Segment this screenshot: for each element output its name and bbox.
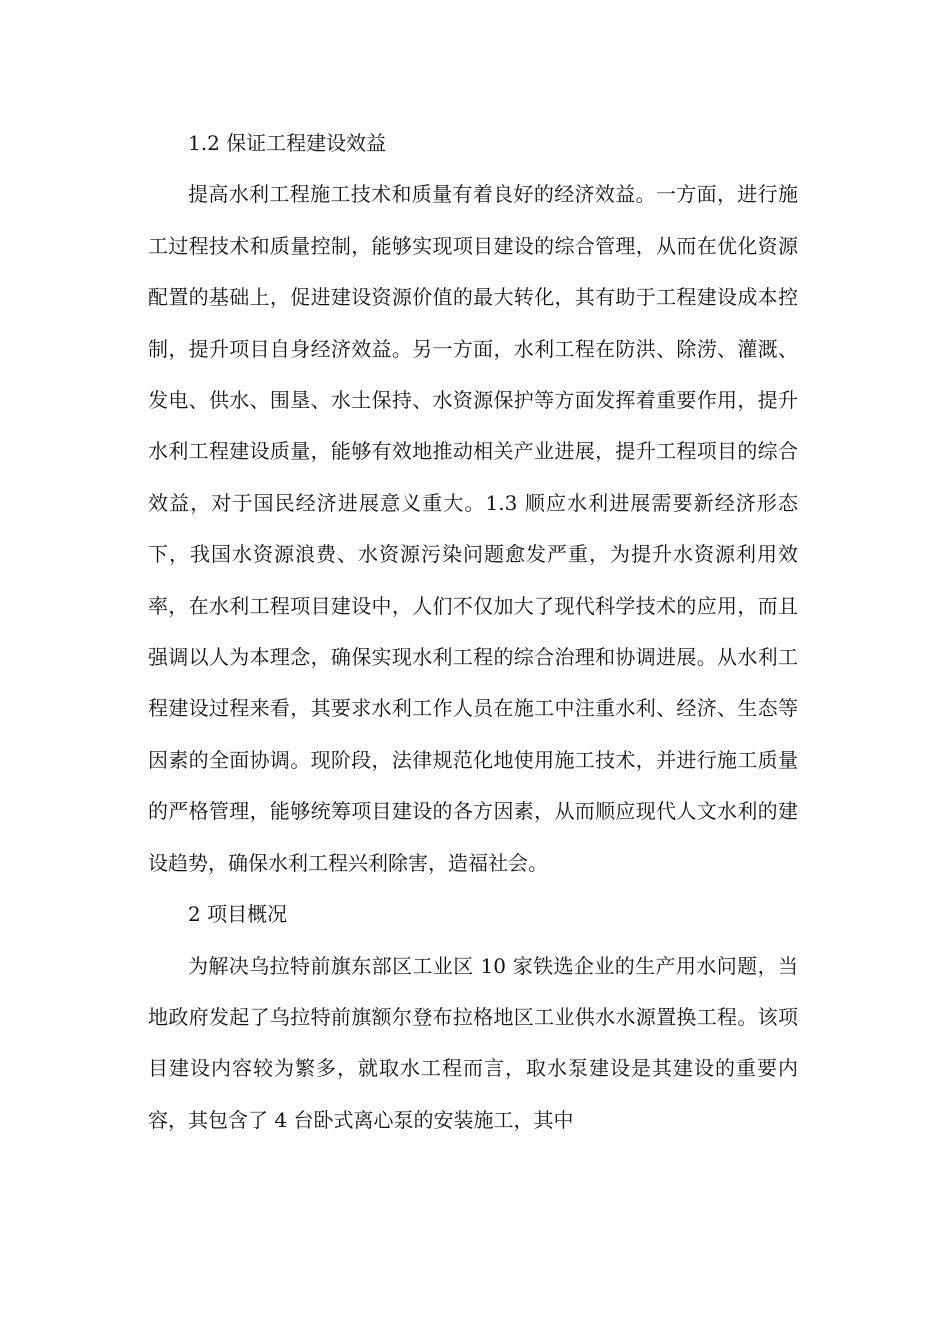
section-heading-1-2: 1.2 保证工程建设效益 [188, 131, 387, 155]
document-body [148, 118, 798, 1146]
body-paragraph: 为解决乌拉特前旗东部区工业区 10 家铁选企业的生产用水问题，当地政府发起了乌拉特前旗额尔登布拉格地区工业供水水源置换工程。该项目建设内容较为繁多，就取水工程而言，取水泵建设是其建设的重要内容，其包含了 4 台卧式离心泵的安装施工，其中 [148, 953, 798, 1132]
section-heading-2: 2 项目概况 [188, 902, 288, 927]
body-paragraph: 提高水利工程施工技术和质量有着良好的经济效益。一方面，进行施工过程技术和质量控制，能够实现项目建设的综合管理，从而在优化资源配置的基础上，促进建设资源价值的最大转化，其有助于工程建设成本控制，提升项目自身经济效益。另一方面，水利工程在防洪、除涝、灌溉、发电、供水、围垦、水土保持、水资源保护等方面发挥着重要作用，提升水利工程建设质量，能够有效地推动相关产业进展，提升工程项目的综合效益，对于国民经济进展意义重大。1.3 顺应水利进展需要新经济形态下，我国水资源浪费、水资源污染问题愈发严重，为提升水资源利用效率，在水利工程项目建设中，人们不仅加大了现代科学技术的应用，而且强调以人为本理念，确保实现水利工程的综合治理和协调进展。从水利工程建设过程来看，其要求水利工作人员在施工中注重水利、经济、生态等因素的全面协调。现阶段，法律规范化地使用施工技术，并进行施工质量的严格管理，能够统筹项目建设的各方因素，从而顺应现代人文水利的建设趋势，确保水利工程兴利除害，造福社会。 [148, 182, 798, 875]
